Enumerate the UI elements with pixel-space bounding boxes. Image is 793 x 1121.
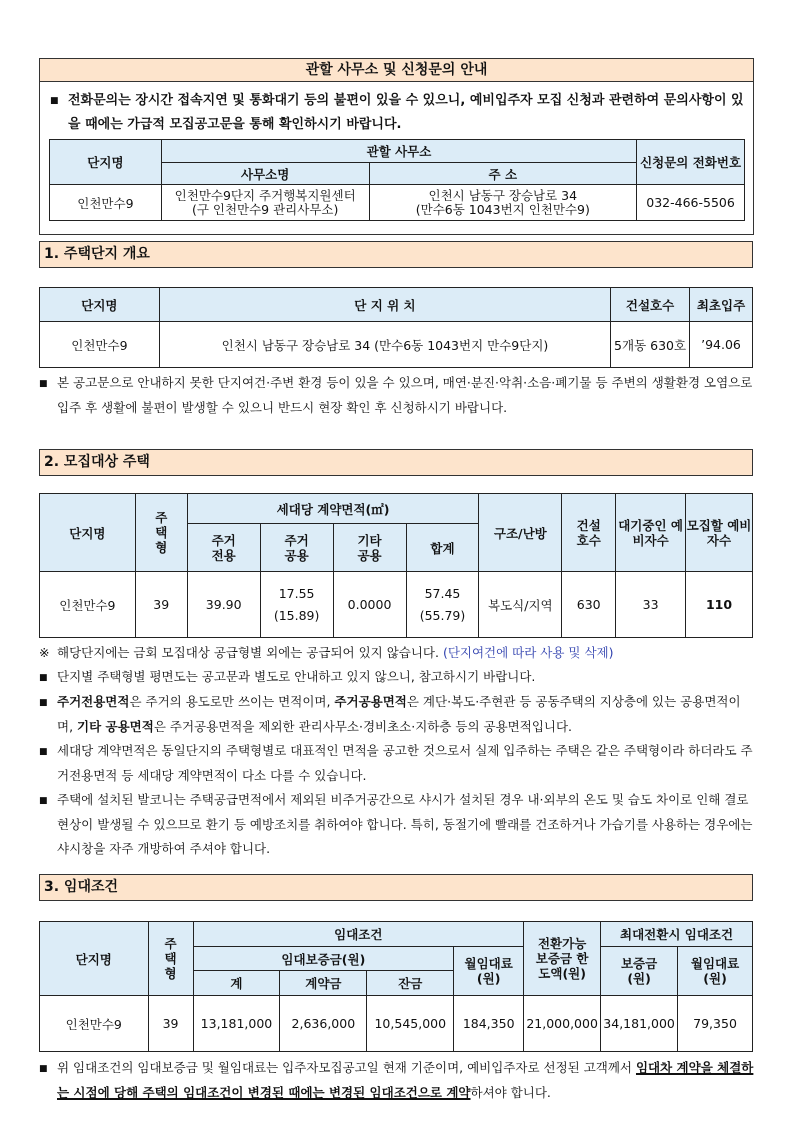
housing-total-value: 57.45 [424, 585, 461, 601]
table-row [40, 996, 753, 1052]
overview-cell-first-move: ’94.06 [690, 322, 753, 368]
section2-notes [39, 641, 755, 861]
overview-cell-location: 인천시 남동구 장승남로 34 (만수6동 1043번지 만수9단지) [159, 322, 610, 368]
housing-header-type: 주택형 [135, 494, 187, 572]
section3-title: 3. 임대조건 [39, 874, 753, 901]
housing-cell-exclusive: 39.90 [187, 572, 260, 638]
lease-cell-max-deposit: 34,181,000 [601, 996, 678, 1052]
housing-header-recruit: 모집할 예비자수 [686, 494, 753, 572]
section2-bullet-3: ■ 세대당 계약면적은 동일단지의 주택형별로 대표적인 면적을 공고한 것으로서 실제 입주하는 주택은 같은 주택형이라 하더라도 주거전용면적 등 세대당 계약면적이 다소 다를 수 있습니다. [39, 739, 755, 788]
lease-cell-type: 39 [148, 996, 193, 1052]
lease-cell-max-rent: 79,350 [678, 996, 753, 1052]
lease-header-rent: 월임대료 (원) [454, 947, 524, 996]
lease-header-convertible: 전환가능 보증금 한도액(원) [524, 922, 601, 996]
section3-note-underlined: 임대차 계약을 체결하는 시점에 당해 주택의 임대조건이 변경된 때에는 변경된 임대조건으로 계약 [57, 1060, 754, 1100]
office-name-line1: 인천만수9단지 주거행복지원센터 [174, 187, 356, 203]
overview-header-complex: 단지명 [40, 288, 160, 322]
overview-cell-units: 5개동 630호 [611, 322, 690, 368]
housing-cell-waiting: 33 [616, 572, 686, 638]
housing-header-waiting: 대기중인 예비자수 [616, 494, 686, 572]
housing-common-sub: (15.89) [273, 607, 320, 623]
lease-header-group: 임대조건 [193, 922, 524, 947]
section2-bullet-2: ■ 주거전용면적은 주거의 용도로만 쓰이는 면적이며, 주거공용면적은 계단·복도·주현관 등 공동주택의 지상층에 있는 공용면적이며, 기타 공용면적은 주거공용면적을 제외한 관리사무소·경비초소·지하층 등의 공용면적입니다. [39, 690, 755, 739]
section3-note: ■ 위 임대조건의 임대보증금 및 월임대료는 입주자모집공고일 현재 기준이며, 예비입주자로 선정된 고객께서 임대차 계약을 체결하는 시점에 당해 주택의 임대조건이 변경된 때에는 변경된 임대조건으로 계약하셔야 합니다. [39, 1056, 755, 1105]
section2-title: 2. 모집대상 주택 [39, 449, 753, 476]
lease-header-complex: 단지명 [40, 922, 149, 996]
housing-cell-type: 39 [135, 572, 187, 638]
table-row [40, 322, 753, 368]
overview-header-location: 단 지 위 치 [159, 288, 610, 322]
housing-header-common: 주거 공용 [260, 524, 333, 572]
section2-ref-note: ※ 해당단지에는 금회 모집대상 공급형별 외에는 공급되어 있지 않습니다. (단지여건에 따라 사용 및 삭제) [39, 645, 614, 660]
office-address-line1: 인천시 남동구 장승남로 34 [428, 187, 578, 203]
overview-header-first-move: 최초입주 [690, 288, 753, 322]
office-address-line2: (만수6동 1043번지 인천만수9) [415, 201, 590, 217]
lease-header-max: 최대전환시 임대조건 [601, 922, 753, 947]
lease-header-type: 주택형 [148, 922, 193, 996]
office-header-address: 주 소 [369, 163, 637, 185]
overview-header-units: 건설호수 [611, 288, 690, 322]
section2-bullet-1: ■ 단지별 주택형별 평면도는 공고문과 별도로 안내하고 있지 않으니, 참고하시기 바랍니다. [39, 665, 755, 690]
lease-header-max-deposit: 보증금 (원) [601, 947, 678, 996]
lease-header-balance: 잔금 [367, 971, 454, 996]
housing-header-exclusive: 주거 전용 [187, 524, 260, 572]
lease-cell-convertible: 21,000,000 [524, 996, 601, 1052]
office-note: ■ 전화문의는 장시간 접속지연 및 통화대기 등의 불편이 있을 수 있으니, 예비입주자 모집 신청과 관련하여 문의사항이 있을 때에는 가급적 모집공고문을 통해 확인하시기 바랍니다. [50, 89, 746, 136]
office-info-box [39, 58, 754, 235]
office-cell-complex: 인천만수9 [50, 185, 162, 221]
office-cell-name [161, 185, 369, 221]
housing-header-other: 기타 공용 [333, 524, 406, 572]
housing-header-total: 합계 [406, 524, 479, 572]
housing-header-complex: 단지명 [40, 494, 136, 572]
housing-common-value: 17.55 [278, 585, 315, 601]
table-row [40, 572, 753, 638]
housing-cell-structure: 복도식/지역 [479, 572, 562, 638]
lease-header-contract: 계약금 [280, 971, 367, 996]
lease-header-max-rent: 월임대료 (원) [678, 947, 753, 996]
housing-cell-recruit: 110 [686, 572, 753, 638]
overview-cell-complex: 인천만수9 [40, 322, 160, 368]
section1-title: 1. 주택단지 개요 [39, 241, 753, 268]
housing-header-area: 세대당 계약면적(㎡) [187, 494, 479, 524]
office-cell-phone: 032-466-5506 [637, 185, 745, 221]
office-header-group: 관할 사무소 [161, 140, 636, 163]
office-header-name: 사무소명 [161, 163, 369, 185]
section2-bullet-4: ■ 주택에 설치된 발코니는 주택공급면적에서 제외된 비주거공간으로 샤시가 설치된 경우 내·외부의 온도 및 습도 차이로 인해 결로 현상이 발생될 수 있으므로 환기 등 예방조치를 취하여야 합니다. 특히, 동절기에 빨래를 건조하거나 가습기를 사용하는 경우에는 샤시창을 자주 개방하여 주셔야 합니다. [39, 788, 755, 861]
lease-conditions-table [39, 921, 753, 1052]
office-name-line2: (구 인천만수9 관리사무소) [191, 201, 339, 217]
section2-ref-note-blue: (단지여건에 따라 사용 및 삭제) [442, 645, 614, 660]
lease-cell-sum: 13,181,000 [193, 996, 280, 1052]
housing-cell-units: 630 [562, 572, 616, 638]
complex-overview-table [39, 287, 753, 368]
housing-cell-other: 0.0000 [333, 572, 406, 638]
housing-header-structure: 구조/난방 [479, 494, 562, 572]
lease-header-deposit: 임대보증금(원) [193, 947, 454, 971]
lease-cell-complex: 인천만수9 [40, 996, 149, 1052]
lease-cell-balance: 10,545,000 [367, 996, 454, 1052]
housing-cell-total [406, 572, 479, 638]
office-header-complex: 단지명 [50, 140, 162, 185]
lease-header-sum: 계 [193, 971, 280, 996]
office-cell-address [369, 185, 637, 221]
housing-cell-common [260, 572, 333, 638]
office-header-phone: 신청문의 전화번호 [637, 140, 745, 185]
office-title: 관할 사무소 및 신청문의 안내 [40, 59, 753, 82]
lease-cell-contract: 2,636,000 [280, 996, 367, 1052]
section1-note: ■ 본 공고문으로 안내하지 못한 단지여건·주변 환경 등이 있을 수 있으며, 매연·분진·악취·소음·폐기물 등 주변의 생활환경 오염으로 입주 후 생활에 불편이 발생할 수 있으니 반드시 현장 확인 후 신청하시기 바랍니다. [39, 371, 755, 420]
housing-header-units: 건설 호수 [562, 494, 616, 572]
table-row [50, 185, 745, 221]
housing-total-sub: (55.79) [419, 607, 466, 623]
housing-cell-complex: 인천만수9 [40, 572, 136, 638]
office-table [49, 139, 745, 221]
lease-cell-rent: 184,350 [454, 996, 524, 1052]
target-housing-table [39, 493, 753, 638]
